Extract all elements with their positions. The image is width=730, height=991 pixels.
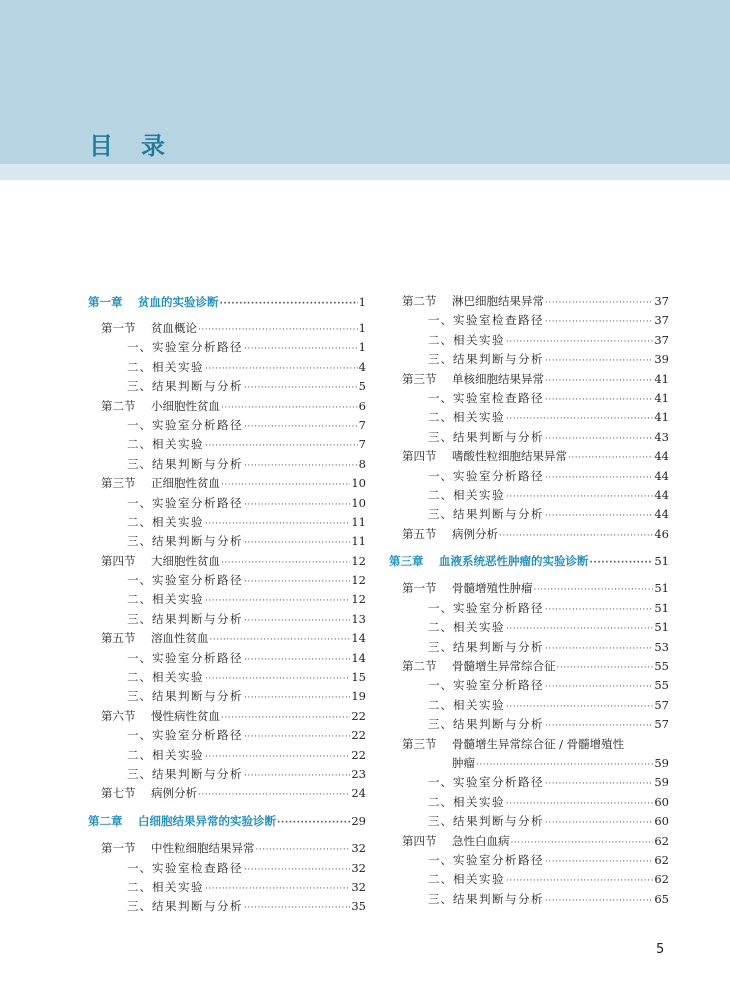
entry-label: 三、	[127, 689, 152, 704]
entry-title: 相关实验	[453, 872, 505, 887]
entry-label: 一、	[127, 340, 152, 355]
entry-title: 结果判断与分析	[453, 507, 544, 522]
entry-page: 57	[654, 717, 669, 732]
entry-page: 62	[654, 833, 669, 848]
dot-leader	[244, 728, 350, 747]
toc-section-entry[interactable]	[88, 784, 366, 803]
toc-item-entry[interactable]	[389, 638, 669, 657]
entry-label: 一、	[127, 495, 152, 510]
entry-title: 实验室分析路径	[152, 650, 243, 665]
entry-label: 二、	[428, 794, 453, 809]
entry-label: 第五节	[101, 631, 136, 646]
entry-title: 相关实验	[152, 514, 204, 529]
entry-label: 一、	[428, 390, 453, 405]
toc-item-entry[interactable]	[389, 505, 669, 524]
entry-label: 二、	[428, 487, 453, 502]
toc-item-entry[interactable]	[389, 486, 669, 505]
entry-title: 结果判断与分析	[152, 611, 243, 626]
entry-title: 实验室分析路径	[152, 573, 243, 588]
dot-leader	[545, 391, 653, 410]
entry-title: 结果判断与分析	[152, 456, 243, 471]
toc-section-entry[interactable]	[389, 735, 669, 754]
entry-label: 第一节	[101, 841, 136, 856]
toc-item-entry[interactable]	[88, 494, 366, 513]
entry-title: 慢性病性贫血	[151, 708, 220, 723]
entry-page: 62	[654, 872, 669, 887]
toc-item-entry[interactable]	[389, 331, 669, 350]
entry-label: 二、	[127, 879, 152, 894]
toc-section-entry[interactable]	[88, 839, 366, 858]
dot-leader	[545, 640, 653, 659]
entry-page: 29	[351, 813, 366, 828]
entry-title: 实验室分析路径	[453, 468, 544, 483]
toc-item-entry[interactable]	[88, 897, 366, 916]
entry-title: 骨髓增生异常综合征	[452, 659, 556, 674]
entry-page: 15	[351, 670, 366, 685]
entry-page: 24	[351, 786, 366, 801]
entry-page: 37	[654, 313, 669, 328]
entry-label: 第三节	[402, 371, 437, 386]
dot-leader	[198, 786, 350, 805]
entry-label: 第七节	[101, 786, 136, 801]
entry-page: 44	[654, 507, 669, 522]
toc-section-entry[interactable]	[389, 832, 669, 851]
entry-title: 实验室分析路径	[152, 495, 243, 510]
toc-item-entry[interactable]	[88, 571, 366, 590]
dot-leader	[244, 340, 358, 359]
entry-title: 骨髓增生异常综合征 / 骨髓增殖性	[452, 736, 625, 751]
entry-label: 一、	[127, 417, 152, 432]
entry-page: 22	[351, 747, 366, 762]
toc-item-entry[interactable]	[389, 812, 669, 831]
entry-page: 11	[351, 534, 366, 549]
toc-item-entry[interactable]	[389, 793, 669, 812]
entry-page: 32	[351, 879, 366, 894]
entry-title: 实验室分析路径	[453, 678, 544, 693]
toc-item-entry[interactable]	[88, 358, 366, 377]
entry-page: 51	[654, 554, 669, 569]
entry-title: 贫血概论	[151, 321, 197, 335]
toc-item-entry[interactable]	[88, 532, 366, 551]
toc-item-entry[interactable]	[88, 435, 366, 454]
toc-item-entry[interactable]	[389, 389, 669, 408]
toc-item-entry[interactable]	[389, 350, 669, 369]
entry-page: 60	[654, 794, 669, 809]
entry-title: 实验室分析路径	[453, 852, 544, 867]
entry-title: 相关实验	[453, 794, 505, 809]
entry-title: 淋巴细胞结果异常	[452, 294, 544, 308]
entry-title: 相关实验	[152, 592, 204, 607]
entry-title: 相关实验	[152, 359, 204, 374]
entry-title: 实验室分析路径	[152, 728, 243, 743]
dot-leader	[244, 689, 350, 708]
dot-leader	[545, 352, 653, 371]
entry-title: 正细胞性贫血	[151, 476, 220, 491]
entry-label: 第六节	[101, 708, 136, 723]
entry-label: 一、	[428, 852, 453, 867]
entry-label: 第四节	[101, 553, 136, 568]
entry-page: 59	[654, 755, 669, 770]
entry-label: 第一节	[402, 581, 437, 596]
toc-section-entry[interactable]	[389, 525, 669, 544]
entry-label: 二、	[127, 592, 152, 607]
toc-chapter-entry[interactable]	[88, 292, 366, 319]
entry-label: 三、	[428, 507, 453, 522]
entry-page: 39	[654, 352, 669, 367]
entry-page: 14	[351, 650, 366, 665]
entry-label: 一、	[127, 728, 152, 743]
dot-leader	[244, 379, 358, 398]
toc-item-entry[interactable]	[88, 338, 366, 357]
toc-section-entry[interactable]	[389, 657, 669, 676]
dot-leader	[545, 313, 653, 332]
entry-page: 4	[358, 359, 366, 374]
dot-leader	[244, 573, 350, 592]
entry-page: 19	[351, 689, 366, 704]
toc-section-entry[interactable]	[88, 552, 366, 571]
entry-page: 12	[351, 573, 366, 588]
entry-label: 三、	[428, 814, 453, 829]
entry-page: 43	[654, 429, 669, 444]
entry-page: 6	[358, 398, 366, 413]
entry-page: 10	[351, 476, 366, 491]
entry-label: 三、	[127, 456, 152, 471]
entry-label: 一、	[428, 775, 453, 790]
entry-label: 三、	[428, 352, 453, 367]
entry-page: 1	[358, 321, 366, 335]
dot-leader	[244, 861, 350, 880]
entry-title-continued: 肿瘤	[452, 755, 475, 770]
entry-page: 65	[654, 891, 669, 906]
entry-label: 三、	[428, 639, 453, 654]
dot-leader	[545, 814, 653, 833]
toc-section-entry[interactable]	[389, 579, 669, 598]
toc-item-entry[interactable]	[88, 878, 366, 897]
entry-title: 相关实验	[453, 697, 505, 712]
entry-title: 大细胞性贫血	[151, 553, 220, 568]
entry-label: 第二节	[101, 398, 136, 413]
entry-title: 中性粒细胞结果异常	[151, 841, 255, 856]
entry-page: 41	[654, 371, 669, 386]
entry-title: 实验室分析路径	[152, 417, 243, 432]
entry-title: 小细胞性贫血	[151, 398, 220, 413]
toc-section-entry[interactable]	[389, 370, 669, 389]
entry-page: 11	[351, 514, 366, 529]
entry-title: 实验室分析路径	[453, 600, 544, 615]
entry-label: 第三节	[402, 736, 437, 751]
dot-leader	[244, 612, 350, 631]
entry-label: 二、	[127, 514, 152, 529]
toc-item-entry[interactable]	[88, 590, 366, 609]
dot-leader	[534, 581, 654, 600]
entry-page: 32	[351, 860, 366, 875]
toc-item-entry[interactable]	[88, 610, 366, 629]
dot-leader	[568, 449, 653, 468]
toc-column-left	[88, 292, 366, 917]
entry-title: 结果判断与分析	[453, 814, 544, 829]
entry-title: 结果判断与分析	[152, 899, 243, 914]
entry-title: 结果判断与分析	[152, 766, 243, 781]
entry-page: 60	[654, 814, 669, 829]
entry-title: 骨髓增殖性肿瘤	[452, 581, 533, 596]
dot-leader	[244, 457, 358, 476]
entry-label: 第四节	[402, 449, 437, 464]
toc-item-entry[interactable]	[389, 428, 669, 447]
title-char: 录	[141, 131, 165, 160]
entry-page: 62	[654, 852, 669, 867]
entry-label: 第一节	[101, 321, 136, 335]
dot-leader	[244, 534, 350, 553]
entry-label: 三、	[428, 429, 453, 444]
entry-page: 12	[351, 553, 366, 568]
dot-leader	[545, 678, 653, 697]
dot-leader	[545, 469, 653, 488]
entry-label: 二、	[127, 747, 152, 762]
toc-item-entry[interactable]	[389, 311, 669, 330]
entry-title: 相关实验	[152, 747, 204, 762]
entry-title: 实验室分析路径	[453, 775, 544, 790]
entry-page: 10	[351, 495, 366, 510]
entry-page: 37	[654, 294, 669, 308]
entry-page: 53	[654, 639, 669, 654]
entry-label: 三、	[127, 611, 152, 626]
dot-leader	[244, 496, 350, 515]
entry-title: 结果判断与分析	[453, 717, 544, 732]
toc-item-entry[interactable]	[389, 890, 669, 909]
toc-item-entry[interactable]	[88, 859, 366, 878]
entry-page: 22	[351, 728, 366, 743]
entry-page: 44	[654, 468, 669, 483]
toc-item-entry[interactable]	[389, 599, 669, 618]
dot-leader	[244, 651, 350, 670]
entry-title: 实验室检查路径	[453, 313, 544, 328]
entry-title: 病例分析	[151, 786, 197, 801]
entry-page: 1	[358, 295, 366, 309]
toc-section-entry[interactable]	[88, 474, 366, 493]
toc-item-entry[interactable]	[88, 668, 366, 687]
page-title	[89, 126, 165, 161]
toc-item-entry[interactable]	[88, 649, 366, 668]
entry-label: 三、	[127, 534, 152, 549]
entry-page: 13	[351, 611, 366, 626]
entry-title: 贫血的实验诊断	[138, 295, 219, 309]
entry-label: 第四节	[402, 833, 437, 848]
entry-label: 二、	[428, 872, 453, 887]
toc-item-entry[interactable]	[88, 765, 366, 784]
dot-leader	[244, 899, 350, 918]
entry-label: 第一章	[88, 295, 123, 309]
entry-title: 相关实验	[152, 437, 204, 452]
entry-page: 51	[654, 620, 669, 635]
entry-label: 二、	[428, 697, 453, 712]
entry-title: 结果判断与分析	[453, 429, 544, 444]
entry-label: 一、	[428, 678, 453, 693]
toc-item-entry[interactable]	[389, 715, 669, 734]
entry-title: 溶血性贫血	[151, 631, 209, 646]
entry-label: 三、	[127, 899, 152, 914]
entry-page: 41	[654, 410, 669, 425]
entry-label: 一、	[127, 860, 152, 875]
dot-leader	[545, 775, 653, 794]
toc-section-entry[interactable]	[88, 707, 366, 726]
entry-title: 实验室检查路径	[152, 860, 243, 875]
dot-leader	[545, 294, 653, 313]
entry-title: 实验室检查路径	[453, 390, 544, 405]
entry-label: 第三节	[101, 476, 136, 491]
toc-item-entry[interactable]	[389, 696, 669, 715]
toc-section-entry-continued[interactable]	[389, 754, 669, 773]
entry-page: 51	[654, 581, 669, 596]
toc-item-entry[interactable]	[88, 726, 366, 745]
entry-label: 第五节	[402, 526, 437, 541]
toc-item-entry[interactable]	[88, 746, 366, 765]
entry-label: 一、	[428, 468, 453, 483]
entry-title: 病例分析	[452, 526, 498, 541]
entry-page: 32	[351, 841, 366, 856]
entry-page: 7	[358, 417, 366, 432]
entry-page: 12	[351, 592, 366, 607]
entry-page: 41	[654, 390, 669, 405]
dot-leader	[244, 418, 358, 437]
entry-page: 44	[654, 487, 669, 502]
toc-item-entry[interactable]	[88, 377, 366, 396]
entry-label: 第二节	[402, 294, 437, 308]
entry-page: 59	[654, 775, 669, 790]
toc-item-entry[interactable]	[88, 687, 366, 706]
toc-section-entry[interactable]	[88, 319, 366, 338]
entry-title: 单核细胞结果异常	[452, 371, 544, 386]
entry-title: 结果判断与分析	[152, 534, 243, 549]
dot-leader	[557, 659, 654, 678]
toc-section-entry[interactable]	[88, 397, 366, 416]
entry-page: 23	[351, 766, 366, 781]
entry-label: 第二节	[402, 659, 437, 674]
toc-item-entry[interactable]	[389, 618, 669, 637]
entry-label: 三、	[127, 766, 152, 781]
entry-page: 5	[358, 379, 366, 394]
dot-leader	[545, 507, 653, 526]
entry-page: 51	[654, 600, 669, 615]
toc-column-right	[389, 292, 669, 909]
entry-title: 白细胞结果异常的实验诊断	[138, 813, 276, 828]
toc-item-entry[interactable]	[88, 513, 366, 532]
entry-title: 相关实验	[453, 410, 505, 425]
entry-title: 相关实验	[453, 487, 505, 502]
toc-section-entry[interactable]	[389, 292, 669, 311]
dot-leader	[545, 853, 653, 872]
entry-page: 8	[358, 456, 366, 471]
entry-title: 嗜酸性粒细胞结果异常	[452, 449, 567, 464]
entry-title: 血液系统恶性肿瘤的实验诊断	[439, 554, 589, 569]
header-stripe	[0, 164, 730, 180]
toc-item-entry[interactable]	[389, 851, 669, 870]
entry-page: 35	[351, 899, 366, 914]
entry-label: 一、	[428, 313, 453, 328]
toc-chapter-entry[interactable]	[389, 544, 669, 571]
toc-item-entry[interactable]	[389, 773, 669, 792]
title-char: 目	[89, 131, 113, 160]
entry-title: 相关实验	[453, 620, 505, 635]
dot-leader	[277, 814, 350, 833]
entry-page: 57	[654, 697, 669, 712]
entry-title: 结果判断与分析	[453, 891, 544, 906]
entry-label: 二、	[127, 670, 152, 685]
entry-label: 三、	[428, 891, 453, 906]
toc-item-entry[interactable]	[389, 870, 669, 889]
entry-label: 三、	[428, 717, 453, 732]
dot-leader	[220, 294, 358, 314]
dot-leader	[256, 841, 351, 860]
entry-page: 37	[654, 332, 669, 347]
entry-title: 相关实验	[152, 879, 204, 894]
entry-label: 一、	[428, 600, 453, 615]
entry-page: 44	[654, 449, 669, 464]
dot-leader	[590, 554, 654, 573]
entry-label: 二、	[127, 359, 152, 374]
entry-label: 一、	[127, 573, 152, 588]
toc-section-entry[interactable]	[88, 629, 366, 648]
entry-page: 14	[351, 631, 366, 646]
toc-item-entry[interactable]	[88, 455, 366, 474]
dot-leader	[545, 372, 653, 391]
dot-leader	[545, 892, 653, 911]
entry-label: 二、	[428, 620, 453, 635]
entry-title: 实验室分析路径	[152, 340, 243, 355]
entry-label: 二、	[127, 437, 152, 452]
entry-title: 结果判断与分析	[453, 352, 544, 367]
entry-label: 一、	[127, 650, 152, 665]
page-number: 5	[656, 942, 665, 957]
entry-title: 结果判断与分析	[152, 379, 243, 394]
toc-item-entry[interactable]	[389, 408, 669, 427]
entry-label: 第三章	[389, 554, 424, 569]
entry-page: 55	[654, 659, 669, 674]
entry-title: 结果判断与分析	[453, 639, 544, 654]
entry-title: 结果判断与分析	[152, 689, 243, 704]
toc-item-entry[interactable]	[389, 676, 669, 695]
dot-leader	[545, 601, 653, 620]
entry-page: 22	[351, 708, 366, 723]
entry-page: 1	[358, 340, 366, 355]
toc-item-entry[interactable]	[88, 416, 366, 435]
dot-leader	[244, 767, 350, 786]
entry-title: 急性白血病	[452, 833, 510, 848]
entry-title: 相关实验	[152, 670, 204, 685]
entry-page: 46	[654, 526, 669, 541]
entry-page: 7	[358, 437, 366, 452]
toc-chapter-entry[interactable]	[88, 804, 366, 831]
toc-item-entry[interactable]	[389, 467, 669, 486]
entry-label: 二、	[428, 410, 453, 425]
toc-section-entry[interactable]	[389, 447, 669, 466]
entry-label: 第二章	[88, 813, 123, 828]
entry-title: 相关实验	[453, 332, 505, 347]
dot-leader	[499, 527, 653, 546]
entry-label: 三、	[127, 379, 152, 394]
entry-label: 二、	[428, 332, 453, 347]
entry-page: 55	[654, 678, 669, 693]
